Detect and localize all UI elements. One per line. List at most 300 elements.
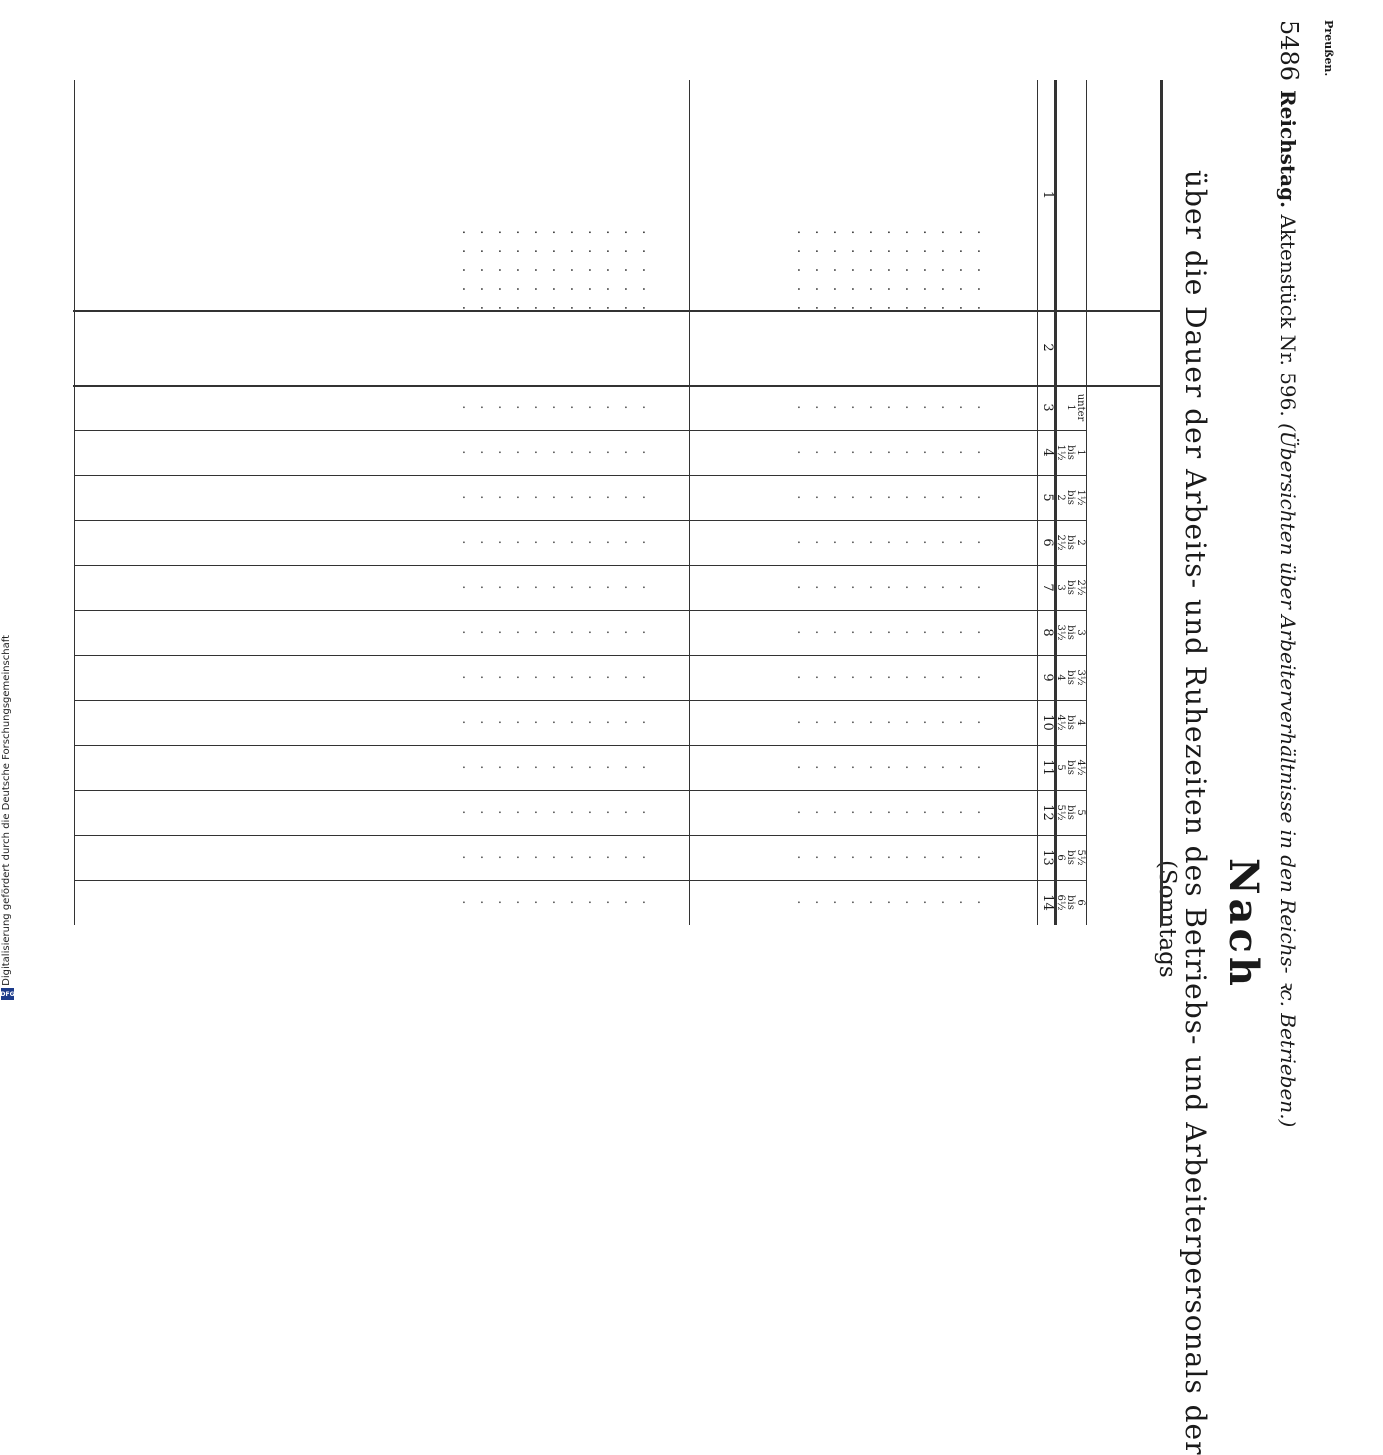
- empty-cell-dot: .: [531, 495, 547, 500]
- row-leader-dots: . . . . .: [585, 230, 601, 316]
- empty-cell-dot: .: [513, 720, 529, 725]
- empty-cell-dot: .: [549, 585, 565, 590]
- empty-cell-dot: .: [477, 720, 493, 725]
- empty-cell-dot: .: [639, 810, 655, 815]
- empty-cell-dot: .: [603, 900, 619, 905]
- empty-cell-dot: .: [902, 630, 918, 635]
- empty-cell-dot: .: [974, 765, 990, 770]
- empty-cell-dot: .: [848, 450, 864, 455]
- empty-cell-dot: .: [920, 765, 936, 770]
- empty-cell-dot: .: [902, 765, 918, 770]
- empty-cell-dot: .: [794, 675, 810, 680]
- title-line-2: über die Dauer der Arbeits- und Ruhezeiten des Betriebs- und Arbeiterpersonals der: [1179, 170, 1212, 1455]
- row-leader-dots: . . . . .: [477, 230, 493, 316]
- empty-cell-dot: .: [477, 810, 493, 815]
- empty-cell-dot: .: [603, 675, 619, 680]
- empty-cell-dot: .: [621, 585, 637, 590]
- document-page: [55, 0, 1355, 1455]
- empty-cell-dot: .: [603, 450, 619, 455]
- hours-range: [1055, 655, 1085, 700]
- empty-cell-dot: .: [459, 720, 475, 725]
- empty-cell-dot: .: [902, 540, 918, 545]
- empty-cell-dot: .: [495, 405, 511, 410]
- empty-cell-dot: .: [830, 855, 846, 860]
- hours-range-part: 4: [1055, 674, 1066, 681]
- empty-cell-dot: .: [920, 720, 936, 725]
- empty-cell-dot: .: [639, 630, 655, 635]
- empty-cell-dot: .: [639, 855, 655, 860]
- column-number: 10: [1040, 714, 1055, 731]
- empty-cell-dot: .: [848, 900, 864, 905]
- empty-cell-dot: .: [902, 675, 918, 680]
- hours-range: [1055, 790, 1085, 835]
- empty-cell-dot: .: [866, 675, 882, 680]
- empty-cell-dot: .: [956, 810, 972, 815]
- empty-cell-dot: .: [902, 720, 918, 725]
- empty-cell-dot: .: [812, 540, 828, 545]
- empty-cell-dot: .: [884, 810, 900, 815]
- hours-range-part: 1½: [1075, 489, 1086, 506]
- hours-range-part: bis: [1065, 670, 1076, 685]
- empty-cell-dot: .: [531, 720, 547, 725]
- empty-cell-dot: .: [549, 405, 565, 410]
- empty-cell-dot: .: [956, 630, 972, 635]
- empty-cell-dot: .: [920, 855, 936, 860]
- empty-cell-dot: .: [866, 405, 882, 410]
- empty-cell-dot: .: [830, 540, 846, 545]
- hours-range-part: bis: [1065, 445, 1076, 460]
- empty-cell-dot: .: [549, 630, 565, 635]
- empty-cell-dot: .: [938, 405, 954, 410]
- column-number: 1: [1040, 190, 1055, 200]
- row-leader-dots: . . . . .: [603, 230, 619, 316]
- hours-range-part: 6: [1055, 854, 1066, 861]
- empty-cell-dot: .: [459, 405, 475, 410]
- hours-range-part: 4½: [1055, 714, 1066, 731]
- empty-cell-dot: .: [477, 855, 493, 860]
- hours-column-divider: [75, 475, 1087, 476]
- empty-cell-dot: .: [938, 855, 954, 860]
- empty-cell-dot: .: [794, 495, 810, 500]
- hours-range-part: 3½: [1055, 624, 1066, 641]
- empty-cell-dot: .: [812, 450, 828, 455]
- running-title-rest: Aktenstück Nr. 596.: [1276, 214, 1300, 417]
- empty-cell-dot: .: [884, 585, 900, 590]
- empty-cell-dot: .: [812, 405, 828, 410]
- empty-cell-dot: .: [513, 450, 529, 455]
- empty-cell-dot: .: [794, 450, 810, 455]
- empty-cell-dot: .: [938, 675, 954, 680]
- hours-range-part: 1: [1065, 404, 1076, 411]
- hours-range-part: 5½: [1055, 804, 1066, 821]
- empty-cell-dot: .: [848, 765, 864, 770]
- empty-cell-dot: .: [495, 810, 511, 815]
- row-leader-dots: . . . . .: [974, 230, 990, 316]
- hours-range: [1055, 700, 1085, 745]
- empty-cell-dot: .: [459, 765, 475, 770]
- empty-cell-dot: .: [567, 855, 583, 860]
- empty-cell-dot: .: [956, 765, 972, 770]
- empty-cell-dot: .: [531, 855, 547, 860]
- empty-cell-dot: .: [902, 855, 918, 860]
- hours-range-part: 3: [1075, 629, 1086, 636]
- empty-cell-dot: .: [902, 900, 918, 905]
- empty-cell-dot: .: [956, 855, 972, 860]
- empty-cell-dot: .: [884, 630, 900, 635]
- empty-cell-dot: .: [495, 765, 511, 770]
- empty-cell-dot: .: [585, 900, 601, 905]
- empty-cell-dot: .: [585, 855, 601, 860]
- hours-column-divider: [75, 520, 1087, 521]
- page-number: 5486: [1275, 20, 1303, 82]
- empty-cell-dot: .: [567, 450, 583, 455]
- empty-cell-dot: .: [830, 630, 846, 635]
- empty-cell-dot: .: [549, 450, 565, 455]
- empty-cell-dot: .: [974, 405, 990, 410]
- empty-cell-dot: .: [459, 585, 475, 590]
- row-leader-dots: . . . . .: [848, 230, 864, 316]
- empty-cell-dot: .: [884, 765, 900, 770]
- hours-column-divider: [75, 610, 1087, 611]
- empty-cell-dot: .: [513, 540, 529, 545]
- empty-cell-dot: .: [531, 450, 547, 455]
- hours-column-divider: [75, 430, 1087, 431]
- empty-cell-dot: .: [974, 540, 990, 545]
- hours-range: [1055, 880, 1085, 925]
- hours-range-part: bis: [1065, 805, 1076, 820]
- empty-cell-dot: .: [794, 810, 810, 815]
- empty-cell-dot: .: [866, 630, 882, 635]
- empty-cell-dot: .: [920, 630, 936, 635]
- empty-cell-dot: .: [848, 585, 864, 590]
- empty-cell-dot: .: [866, 540, 882, 545]
- empty-cell-dot: .: [866, 720, 882, 725]
- row-leader-dots: . . . . .: [513, 230, 529, 316]
- empty-cell-dot: .: [902, 585, 918, 590]
- empty-cell-dot: .: [549, 675, 565, 680]
- hours-range: [1055, 610, 1085, 655]
- empty-cell-dot: .: [938, 630, 954, 635]
- empty-cell-dot: .: [848, 405, 864, 410]
- hours-column-divider: [75, 835, 1087, 836]
- anzahl-divider: [73, 385, 1163, 387]
- empty-cell-dot: .: [531, 405, 547, 410]
- hours-range-part: bis: [1065, 625, 1076, 640]
- empty-cell-dot: .: [956, 720, 972, 725]
- empty-cell-dot: .: [477, 630, 493, 635]
- running-title-italic: (Übersichten über Arbeiterverhältnisse in den Reichs- ꝛc. Betrieben.): [1276, 423, 1300, 1128]
- empty-cell-dot: .: [549, 720, 565, 725]
- empty-cell-dot: .: [974, 450, 990, 455]
- empty-cell-dot: .: [830, 900, 846, 905]
- empty-cell-dot: .: [794, 900, 810, 905]
- column-number: 7: [1040, 583, 1055, 592]
- row-leader-dots: . . . . .: [549, 230, 565, 316]
- empty-cell-dot: .: [621, 900, 637, 905]
- empty-cell-dot: .: [459, 900, 475, 905]
- hours-range: [1065, 385, 1085, 430]
- empty-cell-dot: .: [603, 495, 619, 500]
- hours-column-divider: [75, 880, 1087, 881]
- empty-cell-dot: .: [639, 450, 655, 455]
- empty-cell-dot: .: [884, 495, 900, 500]
- empty-cell-dot: .: [495, 450, 511, 455]
- empty-cell-dot: .: [603, 810, 619, 815]
- empty-cell-dot: .: [812, 810, 828, 815]
- hours-column-divider: [75, 790, 1087, 791]
- empty-cell-dot: .: [567, 720, 583, 725]
- empty-cell-dot: .: [812, 765, 828, 770]
- empty-cell-dot: .: [830, 720, 846, 725]
- dfg-logo: DFG: [1, 988, 14, 1000]
- empty-cell-dot: .: [974, 675, 990, 680]
- table-bottom-rule: [74, 80, 75, 925]
- empty-cell-dot: .: [848, 540, 864, 545]
- empty-cell-dot: .: [956, 900, 972, 905]
- column-number: 14: [1040, 894, 1055, 911]
- empty-cell-dot: .: [585, 495, 601, 500]
- empty-cell-dot: .: [603, 855, 619, 860]
- empty-cell-dot: .: [866, 585, 882, 590]
- empty-cell-dot: .: [567, 495, 583, 500]
- hours-range: [1055, 565, 1085, 610]
- empty-cell-dot: .: [830, 405, 846, 410]
- hours-range-part: 3: [1055, 584, 1066, 591]
- hours-range: [1055, 475, 1085, 520]
- column-number-rule-bottom: [1037, 80, 1038, 925]
- empty-cell-dot: .: [603, 765, 619, 770]
- empty-cell-dot: .: [884, 675, 900, 680]
- empty-cell-dot: .: [794, 585, 810, 590]
- empty-cell-dot: .: [974, 585, 990, 590]
- row-leader-dots: . . . . .: [866, 230, 882, 316]
- empty-cell-dot: .: [812, 675, 828, 680]
- empty-cell-dot: .: [585, 540, 601, 545]
- empty-cell-dot: .: [621, 405, 637, 410]
- empty-cell-dot: .: [459, 540, 475, 545]
- empty-cell-dot: .: [639, 495, 655, 500]
- empty-cell-dot: .: [549, 540, 565, 545]
- empty-cell-dot: .: [477, 585, 493, 590]
- empty-cell-dot: .: [830, 450, 846, 455]
- empty-cell-dot: .: [794, 405, 810, 410]
- empty-cell-dot: .: [938, 450, 954, 455]
- empty-cell-dot: .: [567, 405, 583, 410]
- empty-cell-dot: .: [549, 855, 565, 860]
- empty-cell-dot: .: [902, 450, 918, 455]
- empty-cell-dot: .: [603, 585, 619, 590]
- row-leader-dots: . . . . .: [495, 230, 511, 316]
- hours-range-part: 2: [1075, 539, 1086, 546]
- empty-cell-dot: .: [812, 720, 828, 725]
- empty-cell-dot: .: [848, 855, 864, 860]
- empty-cell-dot: .: [531, 765, 547, 770]
- empty-cell-dot: .: [639, 765, 655, 770]
- row-leader-dots: . . . . .: [830, 230, 846, 316]
- empty-cell-dot: .: [495, 585, 511, 590]
- empty-cell-dot: .: [459, 495, 475, 500]
- empty-cell-dot: .: [585, 765, 601, 770]
- empty-cell-dot: .: [920, 585, 936, 590]
- empty-cell-dot: .: [848, 630, 864, 635]
- empty-cell-dot: .: [621, 540, 637, 545]
- empty-cell-dot: .: [830, 495, 846, 500]
- hours-range-part: bis: [1065, 895, 1076, 910]
- empty-cell-dot: .: [495, 540, 511, 545]
- empty-cell-dot: .: [495, 675, 511, 680]
- empty-cell-dot: .: [477, 900, 493, 905]
- row-leader-dots: . . . . .: [459, 230, 475, 316]
- hours-range-part: 2: [1055, 494, 1066, 501]
- empty-cell-dot: .: [794, 855, 810, 860]
- empty-cell-dot: .: [902, 495, 918, 500]
- empty-cell-dot: .: [477, 450, 493, 455]
- empty-cell-dot: .: [812, 585, 828, 590]
- empty-cell-dot: .: [549, 495, 565, 500]
- hours-range-part: 5: [1055, 764, 1066, 771]
- empty-cell-dot: .: [794, 720, 810, 725]
- empty-cell-dot: .: [603, 720, 619, 725]
- empty-cell-dot: .: [459, 855, 475, 860]
- empty-cell-dot: .: [549, 900, 565, 905]
- empty-cell-dot: .: [639, 900, 655, 905]
- empty-cell-dot: .: [585, 810, 601, 815]
- column-number: 8: [1040, 628, 1055, 637]
- empty-cell-dot: .: [812, 900, 828, 905]
- empty-cell-dot: .: [639, 675, 655, 680]
- empty-cell-dot: .: [585, 675, 601, 680]
- empty-cell-dot: .: [848, 720, 864, 725]
- empty-cell-dot: .: [513, 765, 529, 770]
- empty-cell-dot: .: [495, 720, 511, 725]
- empty-cell-dot: .: [938, 495, 954, 500]
- row-leader-dots: . . . . .: [812, 230, 828, 316]
- empty-cell-dot: .: [621, 630, 637, 635]
- empty-cell-dot: .: [621, 495, 637, 500]
- empty-cell-dot: .: [812, 630, 828, 635]
- table-top-rule: [1160, 80, 1163, 925]
- empty-cell-dot: .: [567, 630, 583, 635]
- empty-cell-dot: .: [531, 900, 547, 905]
- row-leader-dots: . . . . .: [639, 230, 655, 316]
- empty-cell-dot: .: [902, 810, 918, 815]
- title-line-1: Nach: [1220, 858, 1267, 990]
- empty-cell-dot: .: [830, 765, 846, 770]
- empty-cell-dot: .: [866, 495, 882, 500]
- empty-cell-dot: .: [794, 540, 810, 545]
- column-number: 11: [1040, 759, 1055, 776]
- column-number: 12: [1040, 804, 1055, 821]
- hours-range-part: bis: [1065, 490, 1076, 505]
- empty-cell-dot: .: [866, 450, 882, 455]
- empty-cell-dot: .: [884, 855, 900, 860]
- empty-cell-dot: .: [495, 855, 511, 860]
- empty-cell-dot: .: [459, 675, 475, 680]
- hours-range-part: bis: [1065, 580, 1076, 595]
- empty-cell-dot: .: [938, 585, 954, 590]
- empty-cell-dot: .: [477, 675, 493, 680]
- column-number: 3: [1040, 403, 1055, 412]
- hours-column-divider: [75, 700, 1087, 701]
- empty-cell-dot: .: [938, 765, 954, 770]
- column-number: 2: [1040, 343, 1055, 352]
- hours-range-part: 4½: [1075, 759, 1086, 776]
- header-divider: [1086, 80, 1087, 925]
- empty-cell-dot: .: [621, 675, 637, 680]
- empty-cell-dot: .: [585, 585, 601, 590]
- empty-cell-dot: .: [920, 540, 936, 545]
- empty-cell-dot: .: [459, 810, 475, 815]
- empty-cell-dot: .: [513, 405, 529, 410]
- digitization-credit: [0, 600, 16, 1000]
- empty-cell-dot: .: [920, 675, 936, 680]
- hours-range-part: unter: [1075, 393, 1086, 422]
- empty-cell-dot: .: [603, 405, 619, 410]
- empty-cell-dot: .: [830, 810, 846, 815]
- hours-range-part: bis: [1065, 715, 1076, 730]
- empty-cell-dot: .: [513, 585, 529, 590]
- running-title-bold: Reichstag.: [1276, 90, 1300, 209]
- empty-cell-dot: .: [477, 405, 493, 410]
- empty-cell-dot: .: [866, 855, 882, 860]
- hours-column-divider: [75, 745, 1087, 746]
- empty-cell-dot: .: [639, 720, 655, 725]
- empty-cell-dot: .: [567, 810, 583, 815]
- hours-range-part: bis: [1065, 760, 1076, 775]
- empty-cell-dot: .: [956, 585, 972, 590]
- empty-cell-dot: .: [585, 630, 601, 635]
- empty-cell-dot: .: [938, 720, 954, 725]
- empty-cell-dot: .: [495, 630, 511, 635]
- empty-cell-dot: .: [477, 540, 493, 545]
- empty-cell-dot: .: [938, 540, 954, 545]
- empty-cell-dot: .: [884, 540, 900, 545]
- empty-cell-dot: .: [513, 900, 529, 905]
- hours-range: [1055, 745, 1085, 790]
- empty-cell-dot: .: [956, 495, 972, 500]
- empty-cell-dot: .: [477, 495, 493, 500]
- hours-range-part: 2½: [1055, 534, 1066, 551]
- empty-cell-dot: .: [459, 450, 475, 455]
- empty-cell-dot: .: [567, 675, 583, 680]
- empty-cell-dot: .: [884, 405, 900, 410]
- empty-cell-dot: .: [531, 585, 547, 590]
- empty-cell-dot: .: [621, 765, 637, 770]
- hours-range-part: 1½: [1055, 444, 1066, 461]
- column-number: 9: [1040, 673, 1055, 682]
- empty-cell-dot: .: [567, 765, 583, 770]
- hours-range-part: 5: [1075, 809, 1086, 816]
- column-number: 6: [1040, 538, 1055, 547]
- empty-cell-dot: .: [920, 405, 936, 410]
- empty-cell-dot: .: [531, 675, 547, 680]
- empty-cell-dot: .: [495, 495, 511, 500]
- empty-cell-dot: .: [531, 810, 547, 815]
- empty-cell-dot: .: [974, 720, 990, 725]
- empty-cell-dot: .: [812, 495, 828, 500]
- section-2-top-rule: [689, 80, 690, 925]
- empty-cell-dot: .: [884, 720, 900, 725]
- empty-cell-dot: .: [639, 405, 655, 410]
- empty-cell-dot: .: [639, 585, 655, 590]
- hours-column-divider: [75, 655, 1087, 656]
- empty-cell-dot: .: [549, 765, 565, 770]
- hours-range-part: bis: [1065, 850, 1076, 865]
- empty-cell-dot: .: [621, 855, 637, 860]
- hours-range: [1055, 835, 1085, 880]
- empty-cell-dot: .: [513, 630, 529, 635]
- row-leader-dots: . . . . .: [621, 230, 637, 316]
